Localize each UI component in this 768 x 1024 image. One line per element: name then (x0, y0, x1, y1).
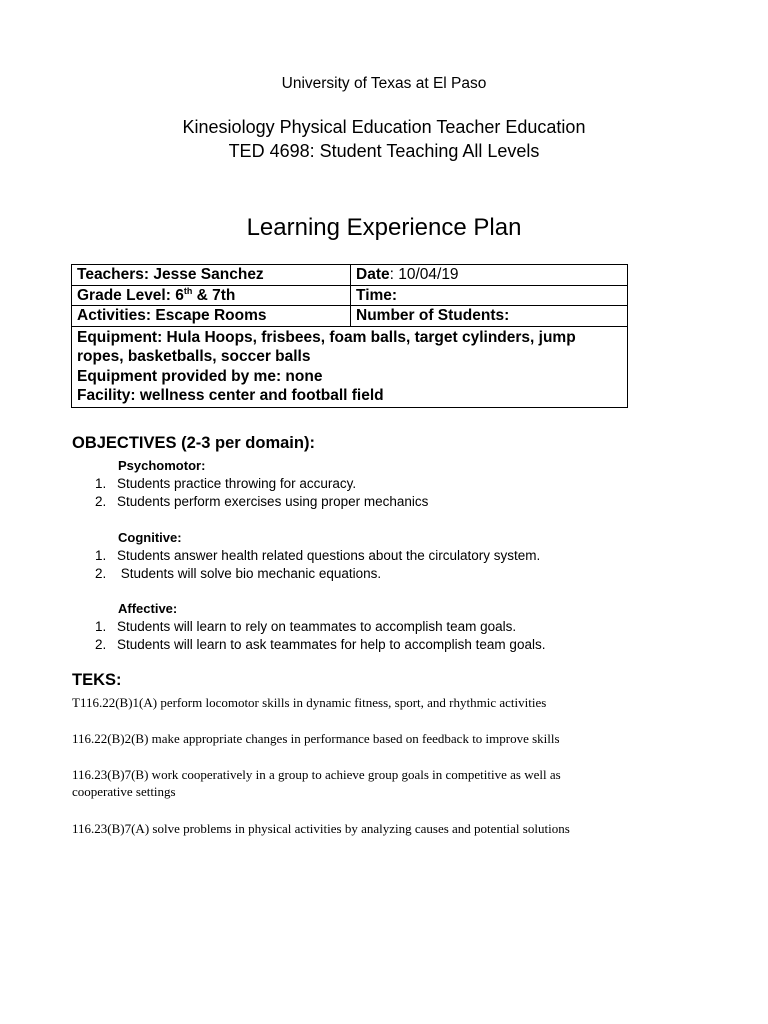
grade-value-suffix: th (183, 285, 193, 296)
objectives-heading: OBJECTIVES (2-3 per domain): (72, 434, 315, 452)
list-item: Students will learn to ask teammates for help to accomplish team goals. (117, 637, 546, 652)
university-name: University of Texas at El Paso (281, 75, 487, 92)
cognitive-label: Cognitive: (118, 530, 182, 545)
table-row (72, 285, 628, 306)
activities-label: Activities: Escape Rooms (77, 307, 267, 324)
teks-item: cooperative settings (72, 784, 176, 799)
table-row (72, 306, 628, 327)
students-cell (351, 306, 628, 327)
teks-item: 116.22(B)2(B) make appropriate changes in performance based on feedback to improve skills (72, 731, 560, 746)
grade-value: 6 (175, 286, 184, 304)
plan-title: Learning Experience Plan (246, 214, 522, 241)
list-item: Students perform exercises using proper mechanics (117, 494, 429, 509)
equipment-provided: Equipment provided by me: none (77, 367, 323, 385)
grade-cell (72, 285, 351, 306)
grade-label: Grade Level: (77, 286, 176, 304)
grade-value-rest: & 7th (192, 286, 236, 304)
equipment-list: Equipment: Hula Hoops, frisbees, foam balls, target cylinders, jump ropes, basketballs, soccer balls (77, 328, 576, 365)
date-cell (351, 265, 628, 286)
students-label: Number of Students: (356, 307, 510, 324)
course-title: TED 4698: Student Teaching All Levels (228, 141, 540, 161)
activities-cell (72, 306, 351, 327)
date-label: Date (356, 266, 390, 283)
teks-item: 116.23(B)7(A) solve problems in physical activities by analyzing causes and potential solutions (72, 821, 570, 836)
facility: Facility: wellness center and football field (77, 387, 384, 404)
psychomotor-label: Psychomotor: (118, 458, 206, 473)
teks-heading: TEKS: (72, 671, 122, 689)
time-cell (351, 285, 628, 306)
lesson-info-table (71, 264, 628, 408)
list-number: 1. (95, 548, 107, 563)
list-number: 1. (95, 476, 107, 491)
date-value: : 10/04/19 (389, 266, 459, 283)
teachers-value: : Jesse Sanchez (143, 266, 264, 283)
list-number: 2. (95, 637, 107, 652)
list-item: Students will solve bio mechanic equations. (117, 566, 382, 581)
table-row (72, 265, 628, 286)
affective-label: Affective: (118, 601, 178, 616)
list-item: Students will learn to rely on teammates to accomplish team goals. (117, 619, 517, 634)
list-item: Students answer health related questions about the circulatory system. (117, 548, 541, 563)
equipment-cell (72, 326, 628, 407)
list-number: 2. (95, 494, 107, 509)
teks-item: T116.22(B)1(A) perform locomotor skills in dynamic fitness, sport, and rhythmic activities (72, 695, 547, 710)
teachers-cell (72, 265, 351, 286)
list-number: 1. (95, 619, 107, 634)
list-number: 2. (95, 566, 107, 581)
time-label: Time: (356, 286, 398, 304)
teachers-label: Teachers (77, 266, 144, 283)
table-row (72, 326, 628, 407)
teks-item: 116.23(B)7(B) work cooperatively in a group to achieve group goals in competitive as well as (72, 767, 561, 782)
department-name: Kinesiology Physical Education Teacher Education (182, 117, 586, 137)
list-item: Students practice throwing for accuracy. (117, 476, 357, 491)
